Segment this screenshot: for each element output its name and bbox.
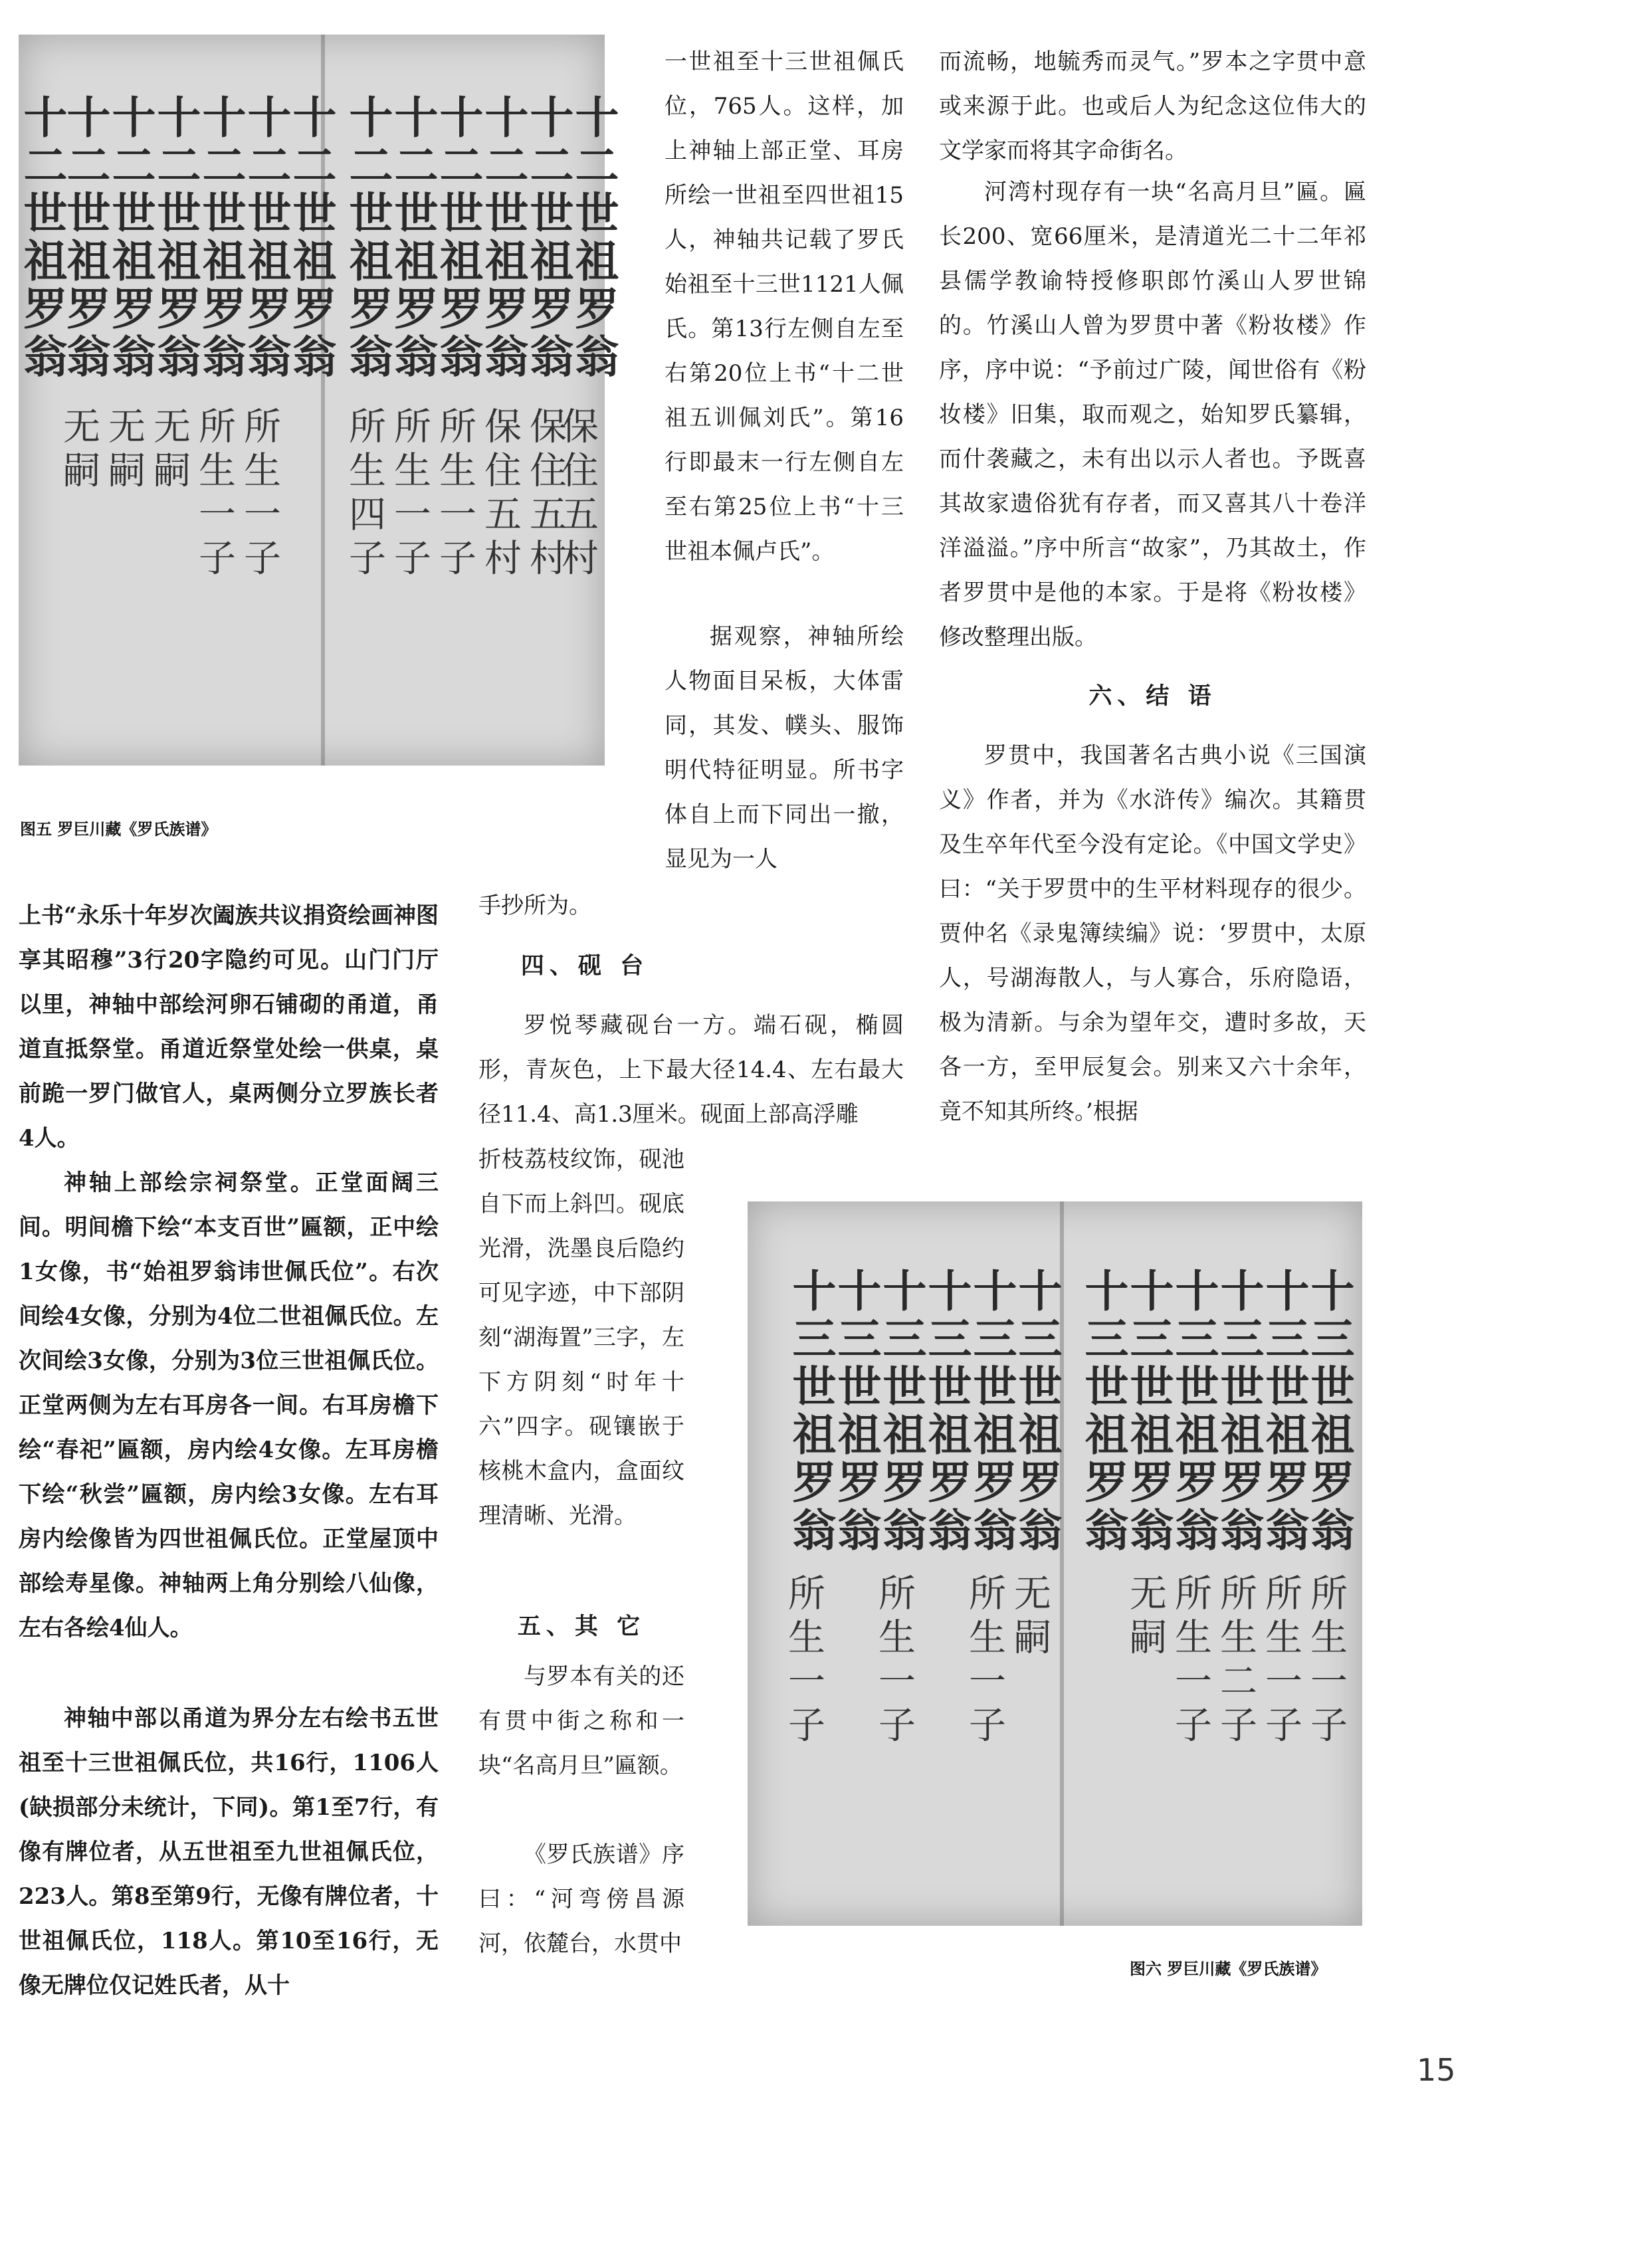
column2-paragraph-4: 罗悦琴藏砚台一方。端石砚，椭圆形，青灰色，上下最大径14.4、左右最大径11.4、高1.3厘米。砚面上部高浮雕	[478, 1012, 904, 1128]
genealogy-column: 十三世祖罗翁	[920, 1268, 972, 1555]
genealogy-column: 十二世祖罗翁	[387, 94, 439, 381]
genealogy-column: 十二世祖罗翁	[195, 94, 247, 381]
figure6-caption: 图六 罗巨川藏《罗氏族谱》	[1130, 1960, 1327, 1978]
genealogy-column: 十二世祖罗翁	[16, 94, 68, 381]
genealogy-note: 所生一子	[388, 407, 431, 582]
genealogy-column: 十三世祖罗翁	[875, 1268, 927, 1555]
genealogy-column: 十三世祖罗翁	[1122, 1268, 1174, 1555]
genealogy-column: 十二世祖罗翁	[432, 94, 484, 381]
genealogy-note: 所生一子	[1169, 1574, 1212, 1749]
column1-paragraph-2: 神轴上部绘宗祠祭堂。正堂面阔三间。明间檐下绘“本支百世”匾额，正中绘1女像，书“始祖罗翁讳世佩氏位”。右次间绘4女像，分别为4位二世祖佩氏位。左次间绘3女像，分别为3位三世祖佩氏位。正堂两侧为左右耳房各一间。右耳房檐下绘“春祀”匾额，房内绘4女像。左耳房檐下绘“秋尝”匾额，房内绘3女像。左右耳房内绘像皆为四世祖佩氏位。正堂屋顶中部绘寿星像。神轴两上角分别绘八仙像，左右各绘4仙人。	[19, 1170, 439, 1641]
genealogy-note: 所生一子	[1304, 1574, 1348, 1749]
genealogy-note: 保住五村	[524, 407, 567, 582]
figure6-photo	[748, 1201, 1362, 1926]
genealogy-column: 十三世祖罗翁	[1258, 1268, 1310, 1555]
figure5-caption: 图五 罗巨川藏《罗氏族谱》	[20, 820, 217, 839]
genealogy-column: 十三世祖罗翁	[1168, 1268, 1219, 1555]
page-number: 15	[1417, 2052, 1456, 2088]
column3-paragraph-3: 罗贯中，我国著名古典小说《三国演义》作者，并为《水浒传》编次。其籍贯及生卒年代至今没有定论。《中国文学史》曰：“关于罗贯中的生平材料现存的很少。贾仲名《录鬼簿续编》说：‘罗贯中，太原人，号湖海散人，与人寡合，乐府隐语，极为清新。与余为望年交，遭时多故，天各一方，至甲辰复会。别来又六十余年，竟不知其所终。’根据	[939, 742, 1366, 1125]
genealogy-column: 十二世祖罗翁	[150, 94, 201, 381]
genealogy-note: 所生一子	[238, 407, 281, 582]
genealogy-column: 十三世祖罗翁	[1303, 1268, 1355, 1555]
column1-paragraph-3: 神轴中部以甬道为界分左右绘书五世祖至十三世祖佩氏位，共16行，1106人(缺损部分未统计，下同)。第1至7行，有像有牌位者，从五世祖至九世祖佩氏位，223人。第8至第9行，无像有牌位者，十世祖佩氏位，118人。第10至16行，无像无牌位仅记姓氏者，从十	[19, 1705, 439, 1999]
genealogy-column: 十二世祖罗翁	[342, 94, 393, 381]
column2-continuation: 手抄所为。	[478, 892, 591, 919]
genealogy-column: 十三世祖罗翁	[1213, 1268, 1265, 1555]
genealogy-column: 十二世祖罗翁	[59, 94, 111, 381]
genealogy-note: 所生一子	[873, 1574, 916, 1749]
genealogy-note: 所生一子	[1259, 1574, 1302, 1749]
column3-paragraph-2: 河湾村现存有一块“名高月旦”匾。匾长200、宽66厘米，是清道光二十二年祁县儒学教谕特授修职郎竹溪山人罗世锦的。竹溪山人曾为罗贯中著《粉妆楼》作序，序中说：“予前过广陵，闻世俗有《粉妆楼》旧集，取而观之，始知罗氏纂辑，而什袭藏之，未有出以示人者也。予既喜其故家遗俗犹有存者，而又喜其八十卷洋洋溢溢。”序中所言“故家”，乃其故土，作者罗贯中是他的本家。于是将《粉妆楼》修改整理出版。	[939, 179, 1366, 651]
genealogy-note: 所生一子	[963, 1574, 1006, 1749]
column2-observe-text: 据观察，神轴所绘人物面目呆板，大体雷同，其发、幞头、服饰明代特征明显。所书字体自上而下同出一撤，显见为一人	[665, 623, 904, 873]
genealogy-column: 十三世祖罗翁	[1077, 1268, 1129, 1555]
genealogy-column: 十三世祖罗翁	[830, 1268, 882, 1555]
genealogy-note: 保住五村	[556, 407, 599, 582]
genealogy-column: 十二世祖罗翁	[522, 94, 574, 381]
genealogy-note: 无嗣	[57, 407, 100, 494]
genealogy-note: 无嗣	[148, 407, 191, 494]
genealogy-column: 十三世祖罗翁	[966, 1268, 1017, 1555]
column2-paragraph-4b: 折枝荔枝纹饰，砚池自下而上斜凹。砚底光滑，洗墨良后隐约可见字迹，中下部阴刻“湖海置”三字，左下方阴刻“时年十六”四字。砚镶嵌于核桃木盒内，盒面纹理清晰、光滑。	[478, 1146, 684, 1529]
genealogy-note: 所生一子	[193, 407, 236, 582]
genealogy-column: 十二世祖罗翁	[477, 94, 529, 381]
section4-heading: 四、砚 台	[520, 952, 649, 979]
column1-paragraph-1: 上书“永乐十年岁次阖族共议捐资绘画神图享其昭穆”3行20字隐约可见。山门门厅以里，神轴中部绘河卵石铺砌的甬道，甬道直抵祭堂。甬道近祭堂处绘一供桌，桌前跪一罗门做官人，桌两侧分立罗族长者4人。	[19, 902, 439, 1152]
genealogy-note: 所生一子	[433, 407, 476, 582]
genealogy-column: 十三世祖罗翁	[785, 1268, 837, 1555]
genealogy-column: 十二世祖罗翁	[567, 94, 619, 381]
section5-heading: 五、其 它	[517, 1613, 646, 1640]
column3-paragraph-1: 而流畅，地毓秀而灵气。”罗本之字贯中意或来源于此。也或后人为纪念这位伟大的文学家而将其字命街名。	[939, 49, 1366, 164]
column2-paragraph-5: 与罗本有关的还有贯中街之称和一块“名高月旦”匾额。	[478, 1663, 684, 1779]
genealogy-note: 所生四子	[343, 407, 386, 582]
genealogy-column: 十二世祖罗翁	[285, 94, 337, 381]
genealogy-note: 所生一子	[782, 1574, 825, 1749]
genealogy-note: 保住五村	[478, 407, 522, 582]
section6-heading: 六、结 语	[1088, 682, 1217, 710]
column2-paragraph-6: 《罗氏族谱》序曰：“河弯傍昌源河，依麓台，水贯中	[478, 1841, 684, 1957]
genealogy-note: 无嗣	[102, 407, 146, 494]
genealogy-column: 十三世祖罗翁	[1011, 1268, 1063, 1555]
column2-top-text: 一世祖至十三世祖佩氏位，765人。这样，加上神轴上部正堂、耳房所绘一世祖至四世祖15人，神轴共记载了罗氏始祖至十三世1121人佩氏。第13行左侧自左至右第20位上书“十二世祖五训佩刘氏”。第16行即最末一行左侧自左至右第25位上书“十三世祖本佩卢氏”。	[665, 49, 904, 565]
genealogy-note: 所生二子	[1214, 1574, 1257, 1749]
genealogy-column: 十二世祖罗翁	[104, 94, 156, 381]
genealogy-note: 无嗣	[1008, 1574, 1051, 1661]
genealogy-note: 无嗣	[1124, 1574, 1167, 1661]
figure5-photo	[16, 35, 619, 766]
genealogy-column: 十二世祖罗翁	[240, 94, 292, 381]
